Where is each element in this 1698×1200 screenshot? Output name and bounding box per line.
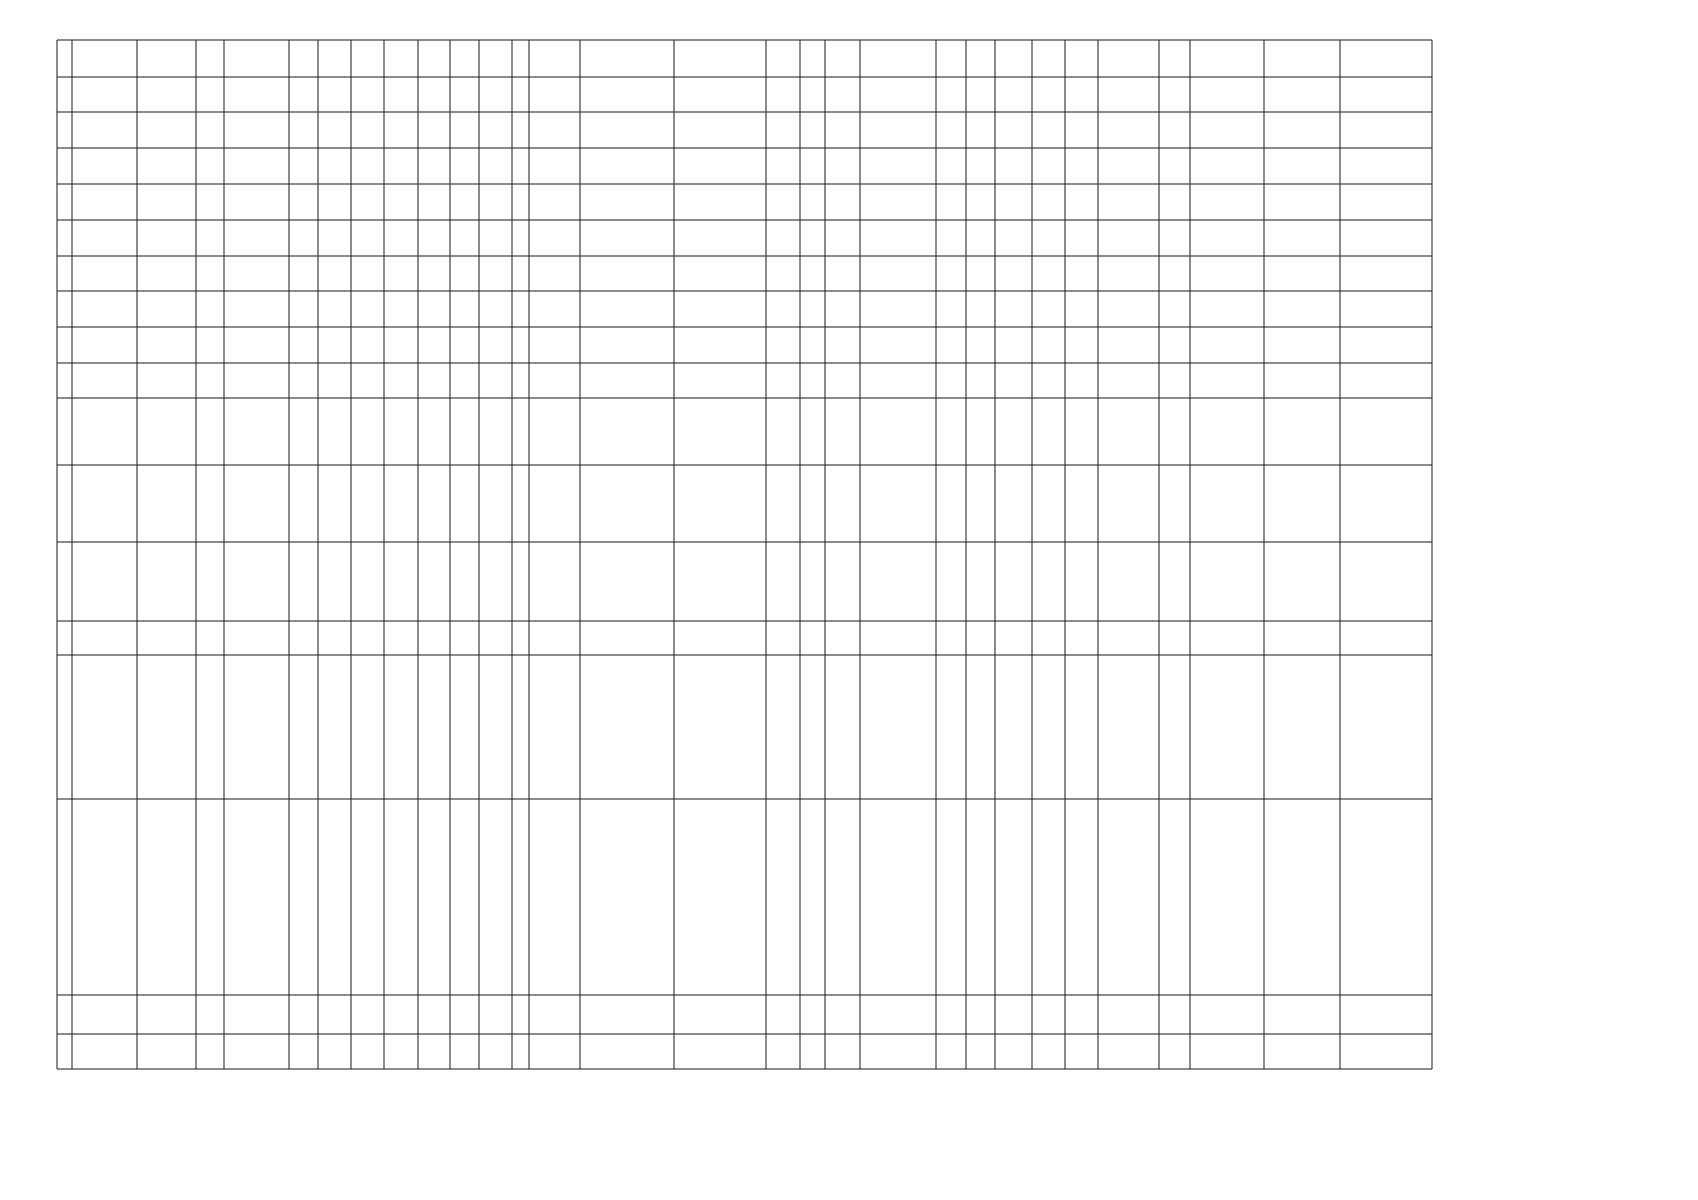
table-row [57, 363, 1432, 398]
table-row [57, 655, 1432, 799]
table-row [57, 799, 1432, 995]
table-row [57, 148, 1432, 184]
table-row [57, 220, 1432, 256]
table-row [57, 398, 1432, 465]
table-row [57, 77, 1432, 112]
table-row [57, 327, 1432, 363]
table-row [57, 184, 1432, 220]
table-row [57, 291, 1432, 327]
table-row [57, 40, 1432, 77]
table-row [57, 621, 1432, 655]
table-row [57, 256, 1432, 291]
table-row [57, 1034, 1432, 1069]
table-row [57, 112, 1432, 148]
table-row [57, 542, 1432, 621]
table-row [57, 465, 1432, 542]
table-row [57, 995, 1432, 1034]
